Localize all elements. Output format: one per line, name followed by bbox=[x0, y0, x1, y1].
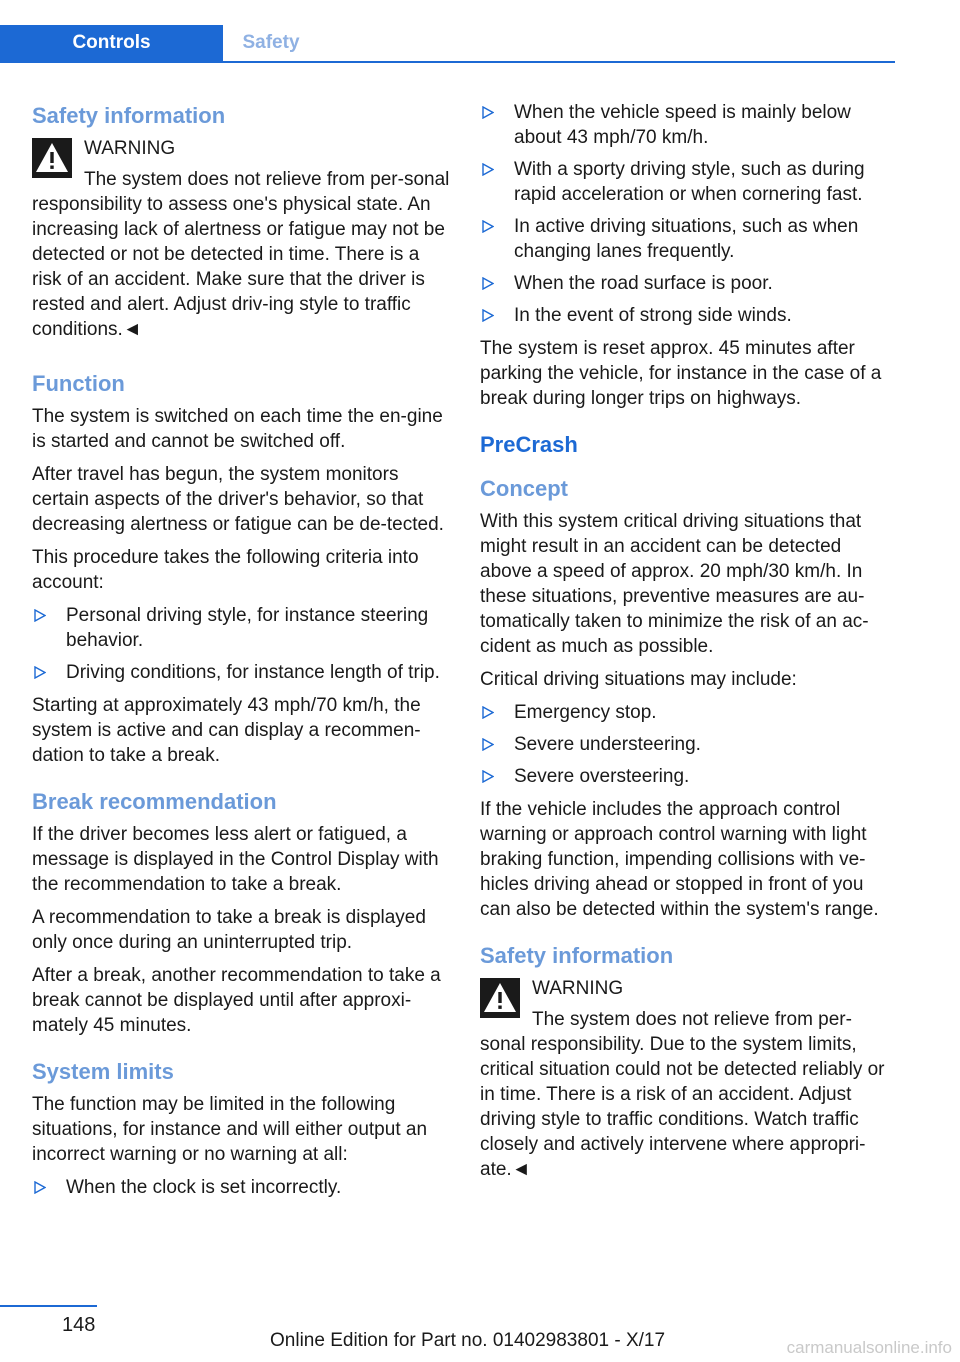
warning-text: The system does not relieve from per-sonal responsibility to assess one's physical state. An increasing lack of alertness or fatigue may not be detected or not be detected in time. There is a risk of an accident. Make sure that the driver is rested and alert. Adjust driv-ing style to traffic conditions.◄ bbox=[32, 169, 450, 340]
list-item bbox=[480, 764, 895, 789]
list-item bbox=[480, 303, 895, 328]
warning-block bbox=[32, 136, 450, 342]
page-number: 148 bbox=[62, 1314, 96, 1336]
heading-system-limits: System limits bbox=[32, 1059, 174, 1084]
edition-note: Online Edition for Part no. 01402983801 - X/17 bbox=[270, 1330, 666, 1351]
heading-safety-information: Safety information bbox=[32, 103, 226, 128]
section-tabs bbox=[0, 25, 895, 63]
heading-precrash: PreCrash bbox=[480, 432, 578, 457]
list-item-text: When the road surface is poor. bbox=[514, 273, 773, 294]
paragraph: If the driver becomes less alert or fatigued, a message is displayed in the Control Display with the recommendation to take a break. bbox=[32, 824, 439, 895]
warning-triangle-icon bbox=[32, 138, 72, 178]
triangle-bullet-icon bbox=[34, 666, 46, 679]
triangle-bullet-icon bbox=[34, 609, 46, 622]
list-item bbox=[480, 214, 895, 264]
list-item bbox=[480, 732, 895, 757]
triangle-bullet-icon bbox=[34, 1181, 46, 1194]
triangle-bullet-icon bbox=[482, 706, 494, 719]
list-item-text: Driving conditions, for instance length of trip. bbox=[66, 662, 440, 683]
list-item-text: In active driving situations, such as when changing lanes frequently. bbox=[514, 216, 859, 262]
paragraph: After travel has begun, the system monitors certain aspects of the driver's behavior, so that decreasing alertness or fatigue can be de-tected. bbox=[32, 464, 444, 535]
warning-block bbox=[480, 976, 895, 1182]
paragraph: Starting at approximately 43 mph/70 km/h, the system is active and can display a recommen-dation to take a break. bbox=[32, 695, 421, 766]
triangle-bullet-icon bbox=[482, 770, 494, 783]
right-column bbox=[480, 100, 895, 1190]
list-item-text: When the clock is set incorrectly. bbox=[66, 1177, 342, 1198]
watermark: carmanualsonline.info bbox=[786, 1338, 952, 1357]
paragraph: The function may be limited in the following situations, for instance and will either output an incorrect warning or no warning at all: bbox=[32, 1094, 428, 1165]
list-item-text: Emergency stop. bbox=[514, 702, 657, 723]
paragraph: The system is switched on each time the en-gine is started and cannot be switched off. bbox=[32, 406, 443, 452]
left-column bbox=[32, 100, 450, 1208]
triangle-bullet-icon bbox=[482, 738, 494, 751]
triangle-bullet-icon bbox=[482, 106, 494, 119]
list-item-text: With a sporty driving style, such as during rapid acceleration or when cornering fast. bbox=[514, 159, 865, 205]
triangle-bullet-icon bbox=[482, 309, 494, 322]
list-item bbox=[480, 271, 895, 296]
list-item bbox=[480, 157, 895, 207]
triangle-bullet-icon bbox=[482, 277, 494, 290]
list-item bbox=[32, 603, 450, 653]
paragraph: If the vehicle includes the approach control warning or approach control warning with light braking function, impending collisions with ve-hicles driving ahead or stopped in front of you can also be detected within the system's range. bbox=[480, 799, 879, 920]
warning-triangle-icon bbox=[480, 978, 520, 1018]
triangle-bullet-icon bbox=[482, 163, 494, 176]
heading-safety-information-2: Safety information bbox=[480, 943, 674, 968]
list-item-text: In the event of strong side winds. bbox=[514, 305, 792, 326]
heading-break-recommendation: Break recommendation bbox=[32, 789, 277, 814]
heading-function: Function bbox=[32, 371, 125, 396]
criteria-list bbox=[32, 603, 450, 685]
list-item bbox=[480, 100, 895, 150]
list-item-text: When the vehicle speed is mainly below about 43 mph/70 km/h. bbox=[514, 102, 851, 148]
triangle-bullet-icon bbox=[482, 220, 494, 233]
tab-controls[interactable]: Controls bbox=[0, 25, 223, 61]
paragraph: This procedure takes the following criteria into account: bbox=[32, 547, 419, 593]
critical-situations-list bbox=[480, 700, 895, 789]
warning-title: WARNING bbox=[84, 138, 176, 159]
list-item bbox=[32, 660, 450, 685]
paragraph: A recommendation to take a break is displayed only once during an uninterrupted trip. bbox=[32, 907, 426, 953]
paragraph: The system is reset approx. 45 minutes after parking the vehicle, for instance in the case of a break during longer trips on highways. bbox=[480, 338, 882, 409]
list-item-text: Severe understeering. bbox=[514, 734, 701, 755]
list-item-text: Severe oversteering. bbox=[514, 766, 690, 787]
warning-title: WARNING bbox=[532, 978, 624, 999]
limits-list bbox=[32, 1175, 450, 1200]
list-item bbox=[32, 1175, 450, 1200]
list-item bbox=[480, 700, 895, 725]
tab-safety[interactable]: Safety bbox=[223, 25, 319, 61]
footer-rule bbox=[0, 1305, 97, 1307]
warning-text: The system does not relieve from per-sonal responsibility. Due to the system limits, critical situation could not be detected reliably or in time. There is a risk of an accident. Adjust driving style to traffic conditions. Watch traffic closely and actively intervene where appropri-ate.◄ bbox=[480, 1009, 885, 1180]
paragraph: Critical driving situations may include: bbox=[480, 669, 797, 690]
heading-concept: Concept bbox=[480, 476, 568, 501]
limits-list-continued bbox=[480, 100, 895, 328]
paragraph: After a break, another recommendation to take a break cannot be displayed until after approxi-mately 45 minutes. bbox=[32, 965, 441, 1036]
list-item-text: Personal driving style, for instance steering behavior. bbox=[66, 605, 429, 651]
paragraph: With this system critical driving situations that might result in an accident can be detected above a speed of approx. 20 mph/30 km/h. In these situations, preventive measures are au-tomatically taken to minimize the risk of an ac-cident as much as possible. bbox=[480, 511, 869, 657]
